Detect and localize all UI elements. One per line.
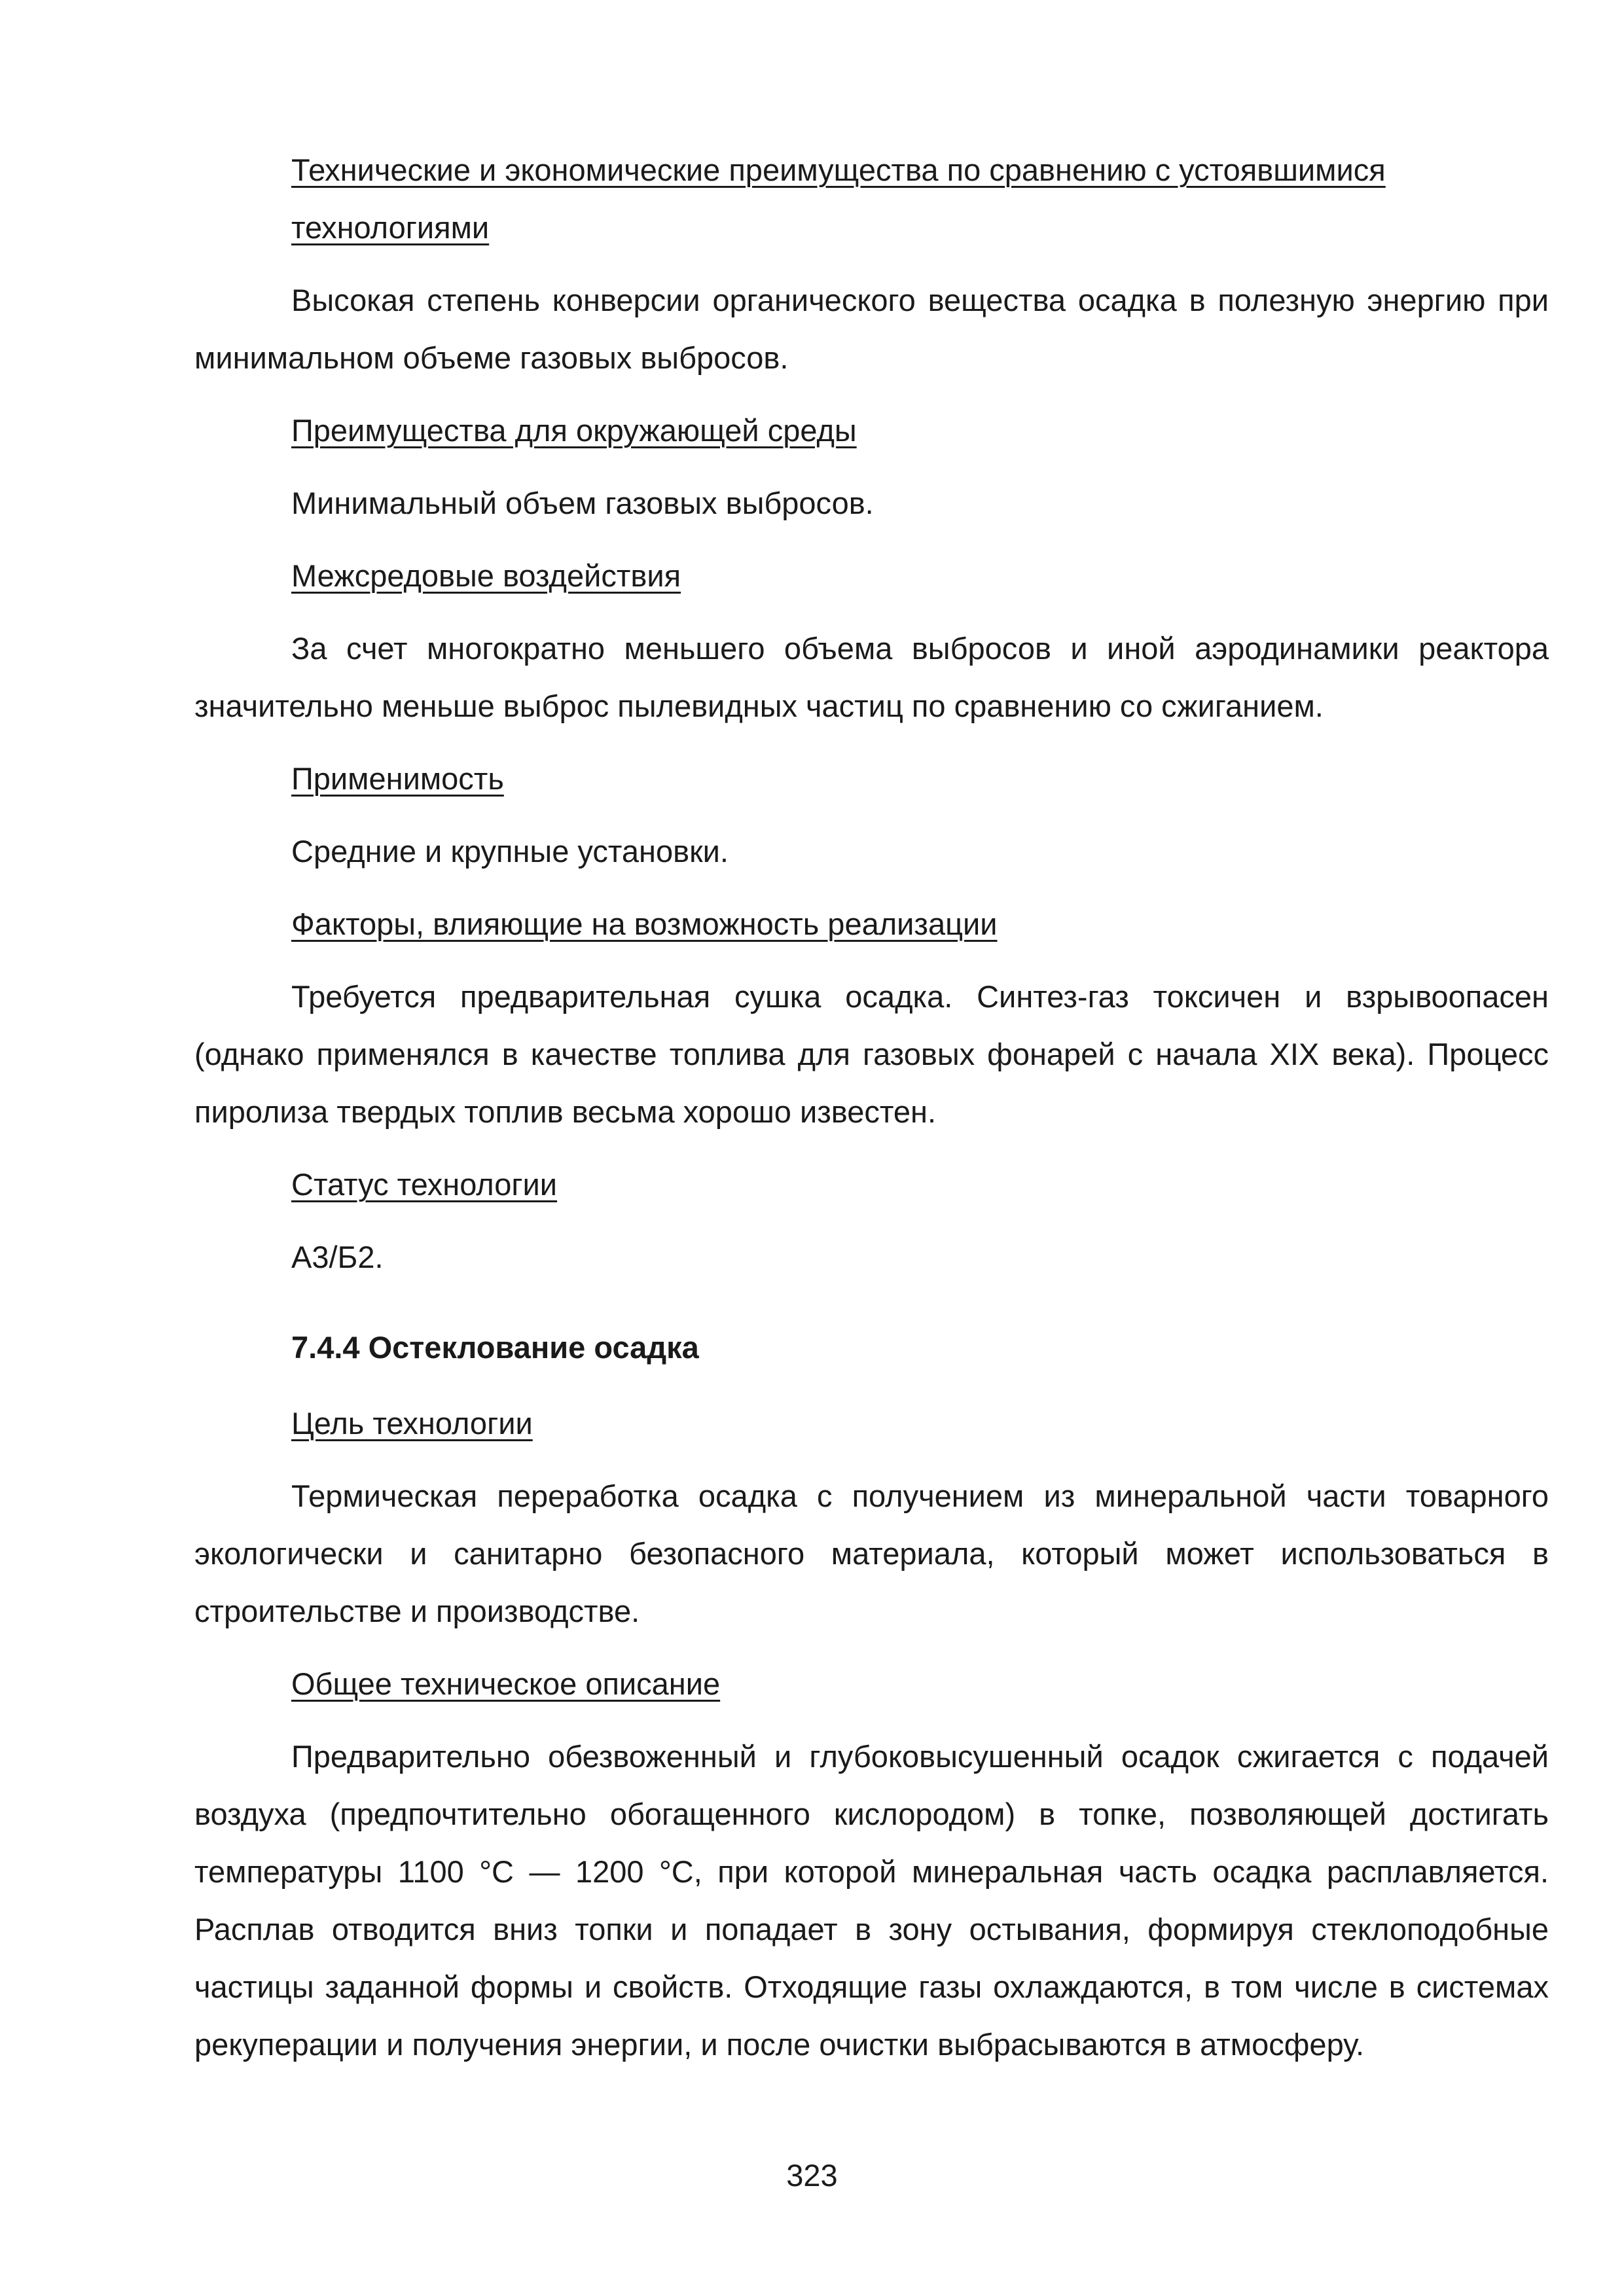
page-number: 323 xyxy=(786,2158,838,2193)
paragraph-cross-media-effects: За счет многократно меньшего объема выбросов и иной аэродинамики реактора значительно меньше выброс пылевидных частиц по сравнению со сжиганием. xyxy=(194,631,1549,723)
paragraph-applicability: Средние и крупные установки. xyxy=(291,834,729,869)
paragraph-implementation-factors: Требуется предварительная сушка осадка. Синтез-газ токсичен и взрывоопасен (однако применялся в качестве топлива для газовых фонарей с начала XIX века). Процесс пиролиза твердых топлив весьма хорошо известен. xyxy=(194,979,1549,1129)
paragraph-technical-description: Предварительно обезвоженный и глубоковысушенный осадок сжигается с подачей воздуха (предпочтительно обогащенного кислородом) в топке, позволяющей достигать температуры 1100 °С — 1200 °С, при которой минеральная часть осадка расплавляется. Расплав отводится вниз топки и попадает в зону остывания, формируя стеклоподобные частицы заданной формы и свойств. Отходящие газы охлаждаются, в том числе в системах рекуперации и получения энергии, и после очистки выбрасываются в атмосферу. xyxy=(194,1739,1549,2062)
subheading-environment-benefits: Преимущества для окружающей среды xyxy=(291,413,857,448)
document-body xyxy=(194,141,1549,2073)
paragraph-advantages-economic: Высокая степень конверсии органического вещества осадка в полезную энергию при минимальном объеме газовых выбросов. xyxy=(194,283,1549,375)
paragraph-environment-benefits: Минимальный объем газовых выбросов. xyxy=(291,486,874,520)
subheading-technology-goal: Цель технологии xyxy=(291,1406,533,1441)
subheading-cross-media-effects: Межсредовые воздействия xyxy=(291,558,681,593)
subheading-implementation-factors: Факторы, влияющие на возможность реализации xyxy=(291,906,998,941)
paragraph-technology-goal: Термическая переработка осадка с получением из минеральной части товарного экологически и санитарно безопасного материала, который может использоваться в строительстве и производстве. xyxy=(194,1479,1549,1628)
subheading-applicability: Применимость xyxy=(291,761,504,796)
subheading-technology-status: Статус технологии xyxy=(291,1167,558,1202)
subheading-technical-description: Общее техническое описание xyxy=(291,1666,721,1701)
section-title-vitrification: 7.4.4 Остеклование осадка xyxy=(291,1330,699,1365)
paragraph-technology-status: А3/Б2. xyxy=(291,1240,384,1274)
subheading-advantages-economic: Технические и экономические преимущества по сравнению с устоявшимися технологиями xyxy=(291,152,1386,245)
